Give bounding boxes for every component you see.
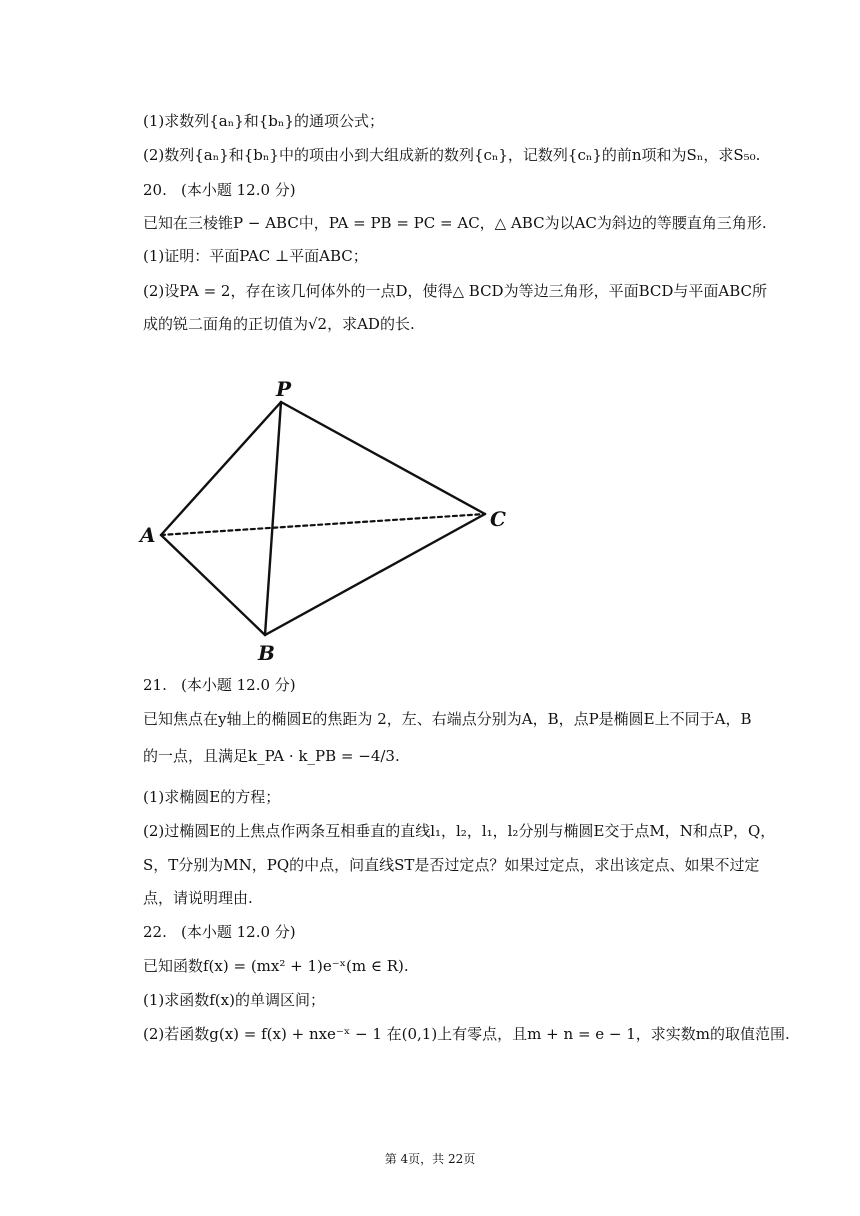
q22-line-2: (1)求函数f(x)的单调区间； [143, 991, 325, 1009]
vertex-label-C: C [490, 507, 506, 531]
question-22-note: (本小题 12.0 分) [181, 923, 296, 941]
q21-line-6: 点，请说明理由. [143, 889, 253, 907]
question-21-number: 21. [143, 676, 167, 694]
edge-PC [281, 402, 485, 514]
q22-line-1: 已知函数f(x) = (mx² + 1)e⁻ˣ(m ∈ R). [143, 957, 409, 975]
q21-line-1: 已知焦点在y轴上的椭圆E的焦距为 2，左、右端点分别为A，B，点P是椭圆E上不同于A，B [143, 710, 752, 728]
question-20-number: 20. [143, 181, 167, 199]
q20-line-1: 已知在三棱锥P − ABC中，PA = PB = PC = AC，△ ABC为以AC为斜边的等腰直角三角形. [143, 214, 767, 232]
edge-AB [161, 535, 265, 635]
question-20-note: (本小题 12.0 分) [181, 181, 296, 199]
edge-AC-dashed [161, 514, 485, 535]
q21-line-3: (1)求椭圆E的方程； [143, 788, 281, 806]
line-top-1: (1)求数列{aₙ}和{bₙ}的通项公式； [143, 112, 384, 130]
question-21-note: (本小题 12.0 分) [181, 676, 296, 694]
q20-line-4: 成的锐二面角的正切值为√2，求AD的长. [143, 315, 415, 333]
question-21-header [143, 675, 296, 695]
q21-line-4: (2)过椭圆E的上焦点作两条互相垂直的直线l₁，l₂，l₁，l₂分别与椭圆E交于点M，N和点P，Q， [143, 822, 776, 840]
tetrahedron-figure [130, 372, 520, 667]
page-footer: 第 4页，共 22页 [384, 1152, 476, 1166]
question-20-header [143, 180, 296, 200]
line-top-2: (2)数列{aₙ}和{bₙ}中的项由小到大组成新的数列{cₙ}，记数列{cₙ}的前n项和为Sₙ，求S₅₀. [143, 146, 761, 164]
edge-PA [161, 402, 281, 535]
q20-line-3: (2)设PA = 2，存在该几何体外的一点D，使得△ BCD为等边三角形，平面BCD与平面ABC所 [143, 282, 767, 300]
vertex-label-A: A [140, 523, 156, 547]
q22-line-3: (2)若函数g(x) = f(x) + nxe⁻ˣ − 1 在(0,1)上有零点，且m + n = e − 1，求实数m的取值范围. [143, 1025, 790, 1043]
q20-line-2: (1)证明：平面PAC ⊥平面ABC； [143, 247, 368, 265]
vertex-label-B: B [258, 641, 275, 665]
edge-BC [265, 514, 485, 635]
question-22-number: 22. [143, 923, 167, 941]
q21-line-2: 的一点，且满足k_PA · k_PB = −4/3. [143, 747, 400, 765]
q21-line-5: S，T分别为MN，PQ的中点，问直线ST是否过定点？如果过定点，求出该定点、如果不过定 [143, 856, 760, 874]
vertex-label-P: P [276, 377, 292, 401]
question-22-header [143, 922, 296, 942]
edge-PB [265, 402, 281, 635]
